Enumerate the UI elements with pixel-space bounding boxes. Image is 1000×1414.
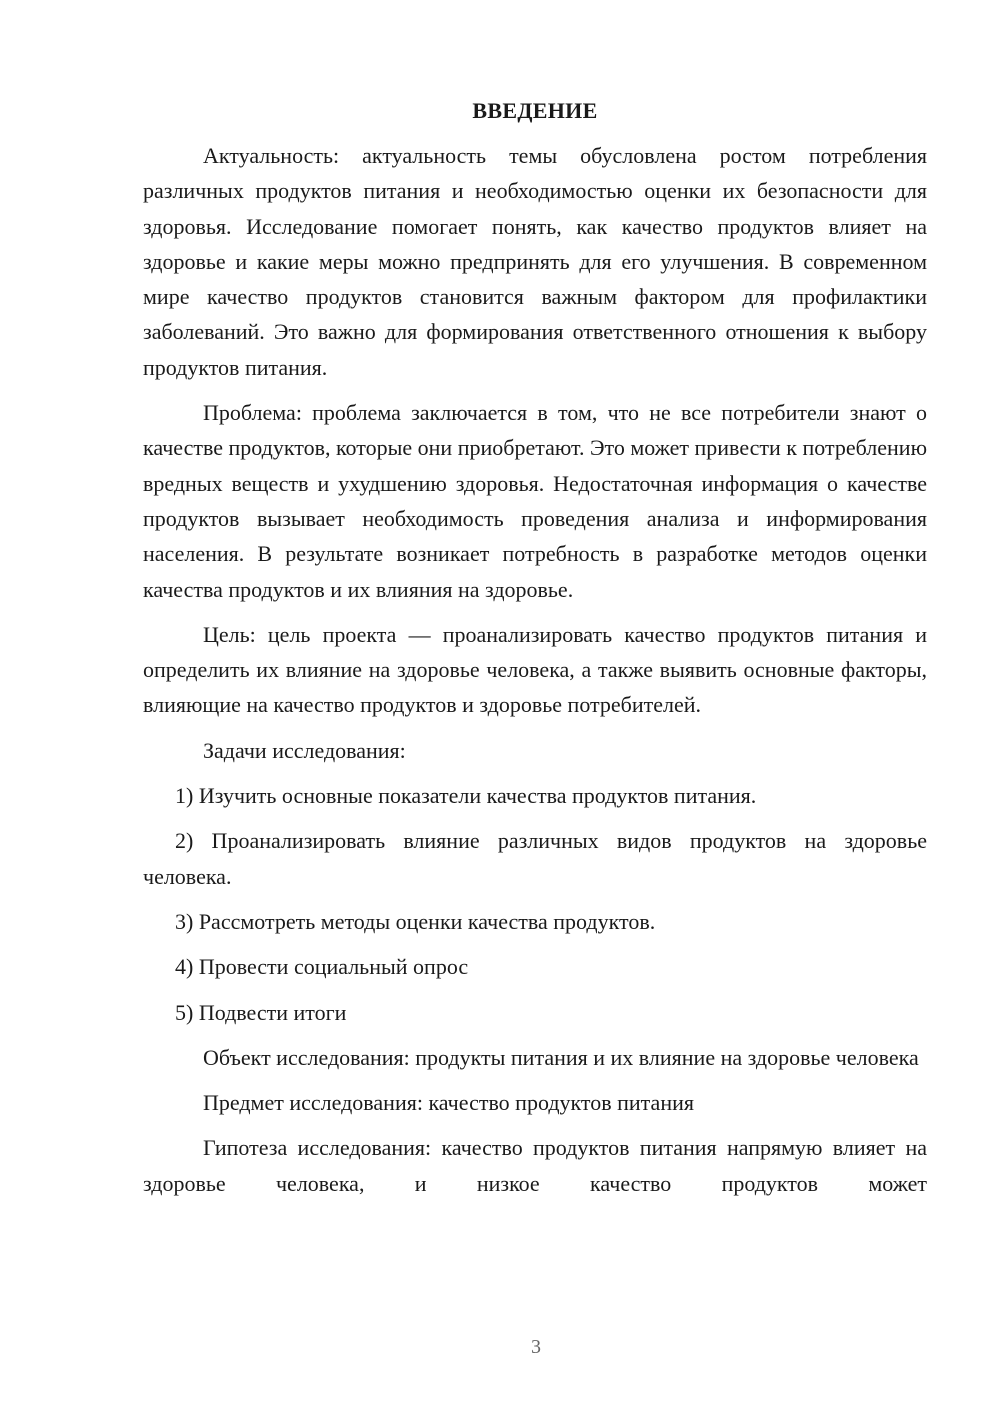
document-body (143, 96, 927, 1211)
problem-paragraph: Проблема: проблема заключается в том, что не все потребители знают о качестве продуктов, которые они приобретают. Это может привести к потреблению вредных веществ и ухудшению здоровья. Недостаточная информация о качестве продуктов вызывает необходимость проведения анализа и информирования населения. В результате возникает потребность в разработке методов оценки качества продуктов и их влияния на здоровье. (143, 400, 927, 602)
task-item-4: 4) Провести социальный опрос (175, 954, 469, 980)
subject-paragraph: Предмет исследования: качество продуктов питания (203, 1090, 694, 1116)
object-paragraph: Объект исследования: продукты питания и их влияние на здоровье человека (203, 1044, 919, 1070)
relevance-paragraph: Актуальность: актуальность темы обусловлена ростом потребления различных продуктов питания и необходимостью оценки их безопасности для здоровья. Исследование помогает понять, как качество продуктов влияет на здоровье и какие меры можно предпринять для его улучшения. В современном мире качество продуктов становится важным фактором для профилактики заболеваний. Это важно для формирования ответственного отношения к выбору продуктов питания. (143, 143, 927, 380)
tasks-heading: Задачи исследования: (203, 737, 406, 763)
goal-paragraph: Цель: цель проекта — проанализировать качество продуктов питания и определить их влияние на здоровье человека, а также выявить основные факторы, влияющие на качество продуктов и здоровье потребителей. (143, 621, 927, 718)
hypothesis-paragraph: Гипотеза исследования: качество продуктов питания напрямую влияет на здоровье человека, и низкое качество продуктов может (143, 1135, 927, 1196)
page-number: 3 (531, 1336, 541, 1358)
task-item-2: 2) Проанализировать влияние различных видов продуктов на здоровье человека. (143, 828, 927, 889)
task-item-1: 1) Изучить основные показатели качества продуктов питания. (175, 783, 757, 809)
task-item-5: 5) Подвести итоги (175, 999, 347, 1025)
section-title: ВВЕДЕНИЕ (472, 98, 598, 123)
task-item-3: 3) Рассмотреть методы оценки качества продуктов. (175, 908, 656, 934)
